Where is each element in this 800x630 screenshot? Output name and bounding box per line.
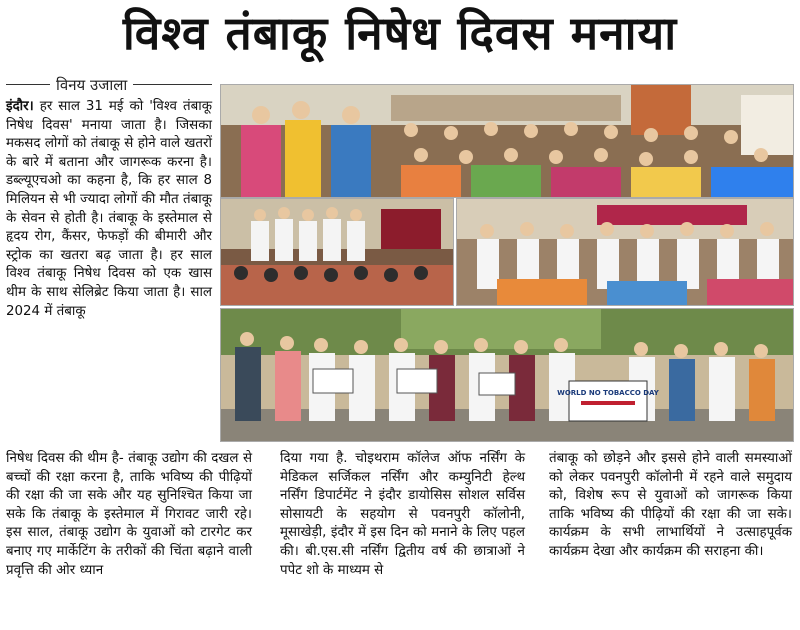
photo-group-bottom (220, 308, 794, 442)
photo-group-middle-right (456, 198, 794, 306)
article-text-1: हर साल 31 मई को 'विश्व तंबाकू निषेध दिवस' मनाया जाता है। जिसका मकसद लोगों को तंबाकू से होने वाले खतरों के बारे में बताना और जागरूक करना है। डब्ल्यूएचओ का कहना है, कि हर साल 8 मिलियन से भी ज्यादा लोगों की मौत तंबाकू के सेवन से होती है। तंबाकू के इस्तेमाल से हृदय रोग, कैंसर, फेफड़ों की बीमारी और स्ट्रोक का खतरा बढ़ जाता है। हर साल विश्व तंबाकू निषेध दिवस को एक खास थीम के साथ सेलिब्रेट किया जाता है। साल 2024 में तंबाकू (6, 99, 212, 319)
article-column-1-continued (6, 450, 252, 580)
banner-text: WORLD NO TOBACCO DAY (557, 389, 659, 397)
article-column-2 (280, 450, 525, 580)
photo-group-middle-left (220, 198, 454, 306)
article-column-1 (6, 98, 212, 321)
article-text-2: दिया गया है. चोइथराम कॉलेज ऑफ नर्सिंग के मेडिकल सर्जिकल नर्सिंग और कम्युनिटी हेल्थ नर्सिंग डिपार्टमेंट ने इंदौर डायोसिस सोशल सर्विस सोसायटी के सहयोग से पवनपुरी कॉलोनी, मूसाखेड़ी, इंदौर में इस दिन को मनाने के लिए पहल की। बी.एस.सी नर्सिंग द्वितीय वर्ष की छात्राओं ने पपेट शो के माध्यम से (280, 451, 525, 578)
article-text-3: तंबाकू को छोड़ने और इससे होने वाली समस्याओं को लेकर पवनपुरी कॉलोनी में रहने वाले समुदाय को, विशेष रूप से युवाओं को जागरूक किया ताकि भविष्य की पीढ़ियों की रक्षा की जा सके। कार्यक्रम के सभी लाभार्थियों ने उत्साहपूर्वक कार्यक्रम देखा और कार्यक्रम की सराहना की। (549, 451, 792, 559)
dateline: इंदौर। (6, 99, 34, 114)
headline: विश्व तंबाकू निषेध दिवस मनाया (122, 6, 678, 60)
article-column-3 (549, 450, 792, 562)
photo-group-top (220, 84, 794, 198)
article-text-1b: निषेध दिवस की थीम है- तंबाकू उद्योग की दखल से बच्चों की रक्षा करना है, ताकि भविष्य की पीढ़ियों की रक्षा की जा सके और यह सुनिश्चित किया जा सके कि तंबाकू के इस्तेमाल में गिरावट जारी रहे। इस साल, तंबाकू उद्योग के युवाओं को टारगेट कर बनाए गए मार्केटिंग के तरीकों की चिंता बढ़ाने वाली प्रवृत्ति की ओर ध्यान (6, 451, 252, 578)
byline-block (6, 74, 212, 96)
byline: विनय उजाला (50, 74, 133, 96)
